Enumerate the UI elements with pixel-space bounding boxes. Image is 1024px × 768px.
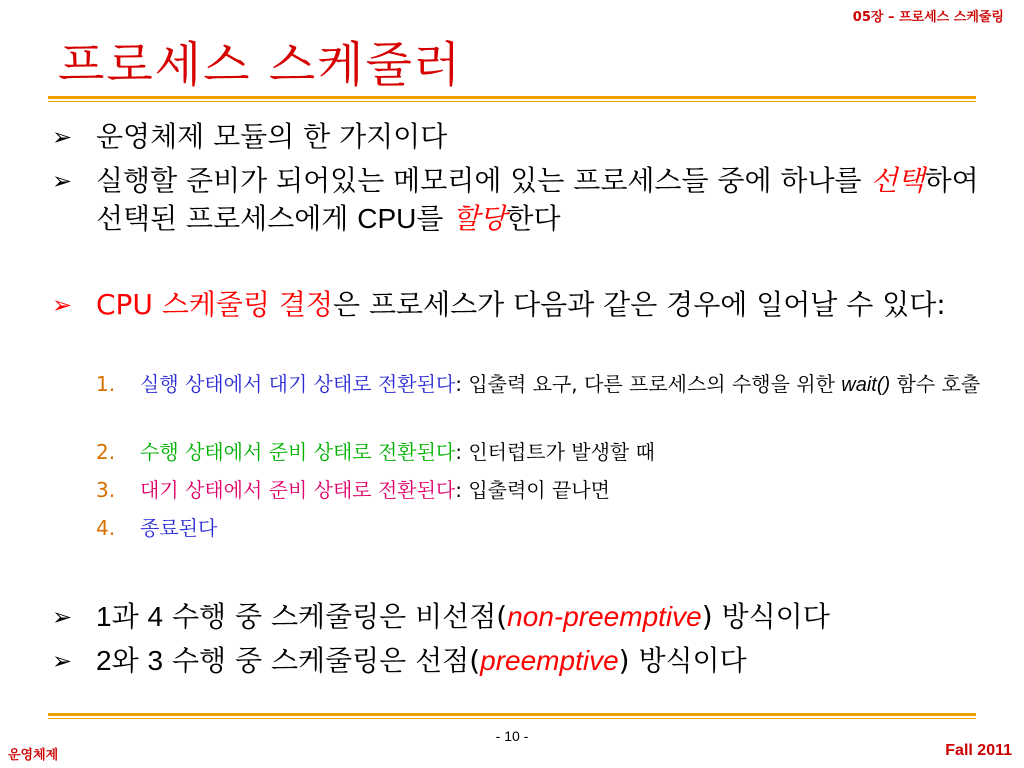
bullet-text [96, 162, 992, 238]
sub-item-colored: 수행 상태에서 준비 상태로 전환된다 [140, 440, 456, 464]
sub-item-text [140, 370, 986, 400]
footer-divider [48, 713, 976, 719]
bullet-text [96, 286, 992, 324]
bullet-text-part: 수행 중 스케줄링은 비선점( [163, 600, 508, 633]
sub-item-colored: 종료된다 [140, 516, 218, 540]
bullet-item-1 [52, 118, 992, 156]
bullet-text: 운영체제 모듈의 한 가지이다 [96, 120, 448, 153]
title-divider [48, 96, 976, 102]
emphasis-cpu-scheduling-decision: CPU 스케줄링 결정 [96, 288, 334, 321]
footer-term: Fall 2011 [945, 742, 1012, 759]
bullet-text-part: 은 프로세스가 다음과 같은 경우에 일어날 수 있다: [333, 288, 946, 321]
bullet-item-2 [52, 162, 992, 238]
sub-item-number: 1. [96, 372, 116, 396]
arrow-bullet-icon: ➢ [52, 167, 73, 195]
bullet-item-3 [52, 286, 992, 324]
sub-item-number: 2. [96, 440, 116, 464]
number-text: 1 [96, 601, 112, 632]
number-text: 2 [96, 645, 112, 676]
sub-item-rest: : 입출력이 끝나면 [455, 478, 610, 502]
arrow-bullet-icon: ➢ [52, 603, 73, 631]
sub-item-3 [96, 476, 986, 505]
bullet-text-part: 수행 중 스케줄링은 선점( [163, 644, 481, 677]
wait-function: wait() [841, 374, 891, 396]
bullet-text-part: 하여 선택된 프로세스에게 [96, 164, 979, 235]
term-non-preemptive: non-preemptive [507, 601, 702, 632]
sub-item-colored: 실행 상태에서 대기 상태로 전환된다 [140, 372, 456, 396]
chapter-header: 05장 – 프로세스 스케줄링 [852, 10, 1004, 25]
emphasis-select: 선택 [870, 164, 925, 197]
sub-item-number: 3. [96, 478, 116, 502]
sub-item-number: 4. [96, 516, 116, 540]
bullet-text-part: ) 방식이다 [701, 600, 830, 633]
arrow-bullet-icon: ➢ [52, 291, 73, 319]
bullet-item-4 [52, 598, 992, 636]
sub-item-rest: 함수 호출 [890, 372, 981, 396]
sub-item-text [140, 438, 986, 467]
bullet-item-5 [52, 642, 992, 680]
sub-item-colored: 대기 상태에서 준비 상태로 전환된다 [140, 478, 456, 502]
sub-item-4 [96, 514, 986, 543]
sub-item-rest: : 인터럽트가 발생할 때 [455, 440, 655, 464]
emphasis-assign: 할당 [452, 202, 507, 235]
term-preemptive: preemptive [480, 645, 619, 676]
sub-item-text [140, 476, 986, 505]
number-text: 3 [147, 645, 164, 676]
sub-item-text [140, 514, 986, 543]
bullet-text-part: 과 [111, 600, 148, 633]
bullet-text [96, 642, 992, 680]
bullet-text-part: 와 [111, 644, 148, 677]
arrow-bullet-icon: ➢ [52, 647, 73, 675]
sub-item-2 [96, 438, 986, 467]
bullet-text-part: 한다 [506, 202, 561, 235]
number-text: 4 [147, 601, 164, 632]
bullet-text-part: 를 [416, 202, 453, 235]
bullet-text-part: ) 방식이다 [618, 644, 747, 677]
slide-title: 프로세스 스케줄러 [58, 37, 463, 93]
footer-course-name: 운영체제 [8, 748, 59, 763]
bullet-text-part: 실행할 준비가 되어있는 메모리에 있는 프로세스들 중에 하나를 [96, 164, 871, 197]
sub-item-rest: : 입출력 요구, 다른 프로세스의 수행을 위한 [455, 372, 842, 396]
bullet-text [96, 598, 992, 636]
cpu-term: CPU [357, 203, 417, 234]
sub-item-1 [96, 370, 986, 400]
page-number: - 10 - [495, 728, 529, 744]
arrow-bullet-icon: ➢ [52, 123, 73, 151]
